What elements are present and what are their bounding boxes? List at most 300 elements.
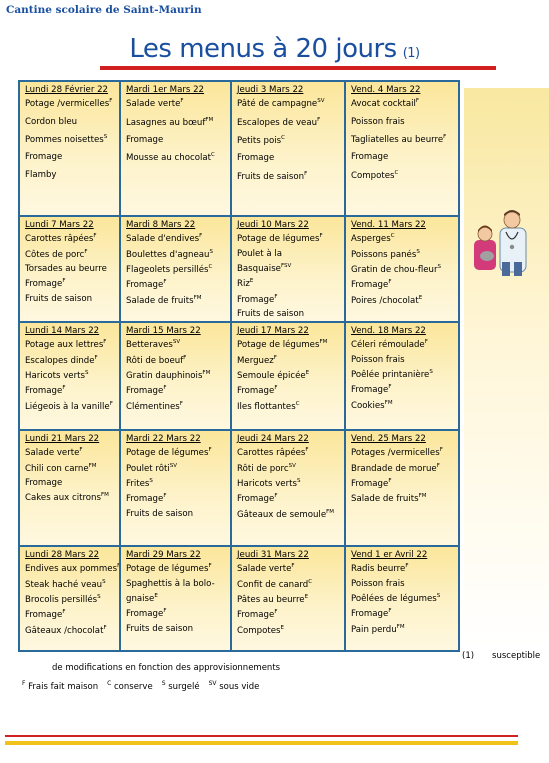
menu-item-code: E [304,594,309,601]
menu-item-code: E [418,294,423,301]
legend-text: Frais fait maison [25,682,99,692]
menu-item-code: S [437,264,442,271]
menu-item [126,579,226,590]
menu-item-code: F [436,462,440,469]
menu-item-code: FM [418,493,427,500]
menu-item-code: E [280,624,284,631]
menu-item-label: Boulettes d'agneau [126,249,210,260]
menu-item [237,509,340,521]
menu-day-cell [121,547,232,650]
menu-day-cell [346,217,458,323]
menu-item [237,385,340,397]
menu-item-label: Fromage [126,609,164,620]
menu-item-label: Potage de légumes [126,448,209,459]
menu-item-label: Fromage [351,152,389,163]
menu-item-label: Fromage [25,386,63,397]
menu-item-label: Brandade de morue [351,463,437,474]
menu-item-code: F [62,385,66,392]
menu-item [25,249,115,261]
menu-item-code: SV [317,98,325,105]
menu-item-label: Fromage [237,386,275,397]
menu-item-label: Fromage [237,294,275,305]
menu-item-label: Salade de fruits [351,494,419,505]
menu-item [126,493,226,505]
menu-item-label: Spaghettis à la bolo- [126,578,215,589]
footnote-marker-line [462,651,540,661]
legend-code: F [22,680,26,687]
menu-item-label: Fromage [237,153,275,164]
menu-item-code: FM [396,623,405,630]
title-note: (1) [402,46,420,61]
menu-item-label: Liégeois à la vanille [25,401,110,412]
menu-item-code: F [274,385,278,392]
menu-item [25,264,115,275]
menu-item [25,278,115,290]
menu-item-label: Salade d'endives [126,234,200,245]
menu-item-code: F [424,339,428,346]
menu-item-label: Potage de légumes [237,340,320,351]
menu-item-code: F [62,278,66,285]
menu-item [237,563,340,575]
menu-item-label: Escalopes de veau [237,117,318,128]
menu-item [351,493,454,505]
menu-item [351,400,454,412]
menu-item [351,579,454,590]
menu-item-label: Endives aux pommes [25,564,118,575]
menu-item-label: Fruits de saison [126,508,194,519]
menu-item-label: Cordon bleu [25,116,78,127]
menu-item-code: FM [205,116,214,123]
menu-item [351,264,454,276]
menu-item-label: Confit de canard [237,579,309,590]
menu-item-label: Potage /vermicelles [25,99,110,110]
menu-item-label: Potage aux lettres [25,340,104,351]
menu-item-label: Potages /vermicelles [351,448,440,459]
legend-entry [162,682,200,692]
menu-item [237,278,340,290]
menu-item-code: C [208,264,213,271]
menu-item-code: S [296,478,301,485]
menu-item [237,609,340,621]
side-band [464,88,549,646]
menu-item-code: S [103,134,108,141]
menu-item-code: F [208,447,212,454]
menu-item-label: Fruits de saison [25,293,93,304]
menu-item [237,233,340,245]
menu-item-label: Poêlées de légumes [351,594,437,605]
menu-item-code: F [93,233,97,240]
menu-day-cell [20,431,121,547]
menu-item [126,563,226,575]
menu-item [126,117,226,129]
menu-item-code: F [305,447,309,454]
menu-item-label: Steak haché veau [25,579,103,590]
menu-item [351,134,454,146]
menu-item-label: Tagliatelles au beurre [351,135,444,146]
menu-item [351,369,454,381]
menu-item-code: F [62,609,66,616]
menu-item [126,233,226,245]
menu-item-code: E [154,593,158,600]
menu-item-label: Fruits de saison [126,623,194,634]
menu-item [237,117,340,129]
menu-item-code: SV [172,339,181,346]
menu-item-label: Fromage [126,135,164,146]
menu-item-code: F [109,98,113,105]
menu-item-label: Rôti de boeuf [126,355,184,366]
menu-item [237,463,340,475]
menu-item [237,370,340,382]
menu-item [25,233,115,245]
menu-item-code: F [103,339,107,346]
menu-item [126,98,226,110]
menu-item-label: Poulet à la [237,248,283,259]
menu-item-label: Rôti de porc [237,463,289,474]
menu-item [351,152,454,163]
menu-item-code: F [179,400,183,407]
menu-item-label: Betteraves [126,340,173,351]
menu-item-code: F [388,384,392,391]
menu-item [25,117,115,128]
menu-item-label: Haricots verts [237,479,297,490]
menu-item [237,153,340,164]
menu-item-code: FM [202,370,211,377]
menu-item [126,249,226,261]
menu-item-label: Fromage [237,610,275,621]
menu-item-label: Carottes râpées [25,234,94,245]
menu-day-date: Vend 1 er Avril 22 [351,550,428,560]
menu-day-cell [346,431,458,547]
menu-item-code: C [308,578,313,585]
menu-item [25,170,115,181]
menu-item [237,263,340,275]
menu-item [351,98,454,110]
menu-item-label: Basquaise [237,264,281,275]
menu-day-date: Lundi 7 Mars 22 [25,220,94,230]
menu-item-label: gnaise [126,594,155,605]
legend-code: SV [208,680,217,687]
menu-item-label: Radis beurre [351,564,406,575]
menu-item-label: Fromage [351,609,389,620]
menu-item [25,478,115,489]
menu-day-date: Mardi 22 Mars 22 [126,434,201,444]
bottom-red-rule [5,735,518,737]
menu-item-label: Pâté de campagne [237,99,318,110]
menu-item [25,594,115,606]
menu-day-cell [121,431,232,547]
menu-item [237,579,340,591]
menu-item-code: F [208,563,212,570]
menu-item [126,264,226,276]
menu-item-label: Fruits de saison [237,171,305,182]
menu-item [351,355,454,366]
menu-item [126,593,226,605]
menu-day-cell [121,323,232,431]
menu-day-cell [346,82,458,217]
menu-item-code: F [183,354,187,361]
menu-item-label: Cakes aux citrons [25,493,101,504]
menu-day-cell [232,547,346,650]
menu-item-code: F [388,279,392,286]
menu-day-date: Jeudi 10 Mars 22 [237,220,309,230]
menu-item-label: Chili con carne [25,463,89,474]
menu-day-cell [121,217,232,323]
menu-item [126,135,226,146]
menu-item-code: F [109,400,113,407]
menu-day-cell [232,323,346,431]
menu-item-code: F [388,478,392,485]
menu-item-code: C [394,169,399,176]
menu-day-date: Mardi 29 Mars 22 [126,550,201,560]
footnote-marker: (1) [462,651,475,661]
menu-day-date: Vend. 4 Mars 22 [351,85,421,95]
menu-item [237,594,340,606]
school-name: Cantine scolaire de Saint-Maurin [6,4,202,16]
menu-item [351,463,454,475]
menu-item [25,609,115,621]
menu-item-code: S [149,478,153,485]
legend-text: surgelé [165,682,200,692]
menu-item-label: Asperges [351,234,391,245]
menu-item [351,478,454,490]
menu-item-label: Carottes râpées [237,448,306,459]
menu-day-date: Mardi 15 Mars 22 [126,326,201,336]
legend [22,680,268,692]
menu-item-label: Frites [126,479,150,490]
menu-day-date: Lundi 28 Février 22 [25,85,109,95]
menu-item-label: Compotes [351,170,395,181]
menu-item [25,492,115,504]
menu-item-label: Fromage [351,479,389,490]
title-underline [100,66,496,70]
menu-item-label: Gratin de chou-fleur [351,265,438,276]
menu-item [237,135,340,147]
menu-item [25,579,115,591]
menu-item-label: Côtes de porc [25,249,85,260]
menu-day-date: Jeudi 17 Mars 22 [237,326,309,336]
menu-item-code: F [415,98,420,105]
page-title [0,34,549,64]
menu-item [237,401,340,413]
menu-item-label: Pommes noisettes [25,135,104,146]
menu-item-label: Poisson frais [351,578,405,589]
menu-item [126,295,226,307]
menu-item [237,625,340,637]
menu-item-label: Fromage [351,385,389,396]
menu-item-code: F [274,493,278,500]
menu-item-label: Salade verte [237,564,292,575]
menu-item-code: S [429,369,433,376]
menu-item-label: Poires /chocolat [351,295,419,306]
menu-item-label: Poisson frais [351,116,405,127]
menu-item-label: Petits pois [237,136,282,147]
legend-code: S [161,680,166,687]
menu-item-code: E [305,370,310,377]
menu-item-code: FM [100,492,109,499]
menu-item-label: Haricots verts [25,371,85,382]
menu-item [351,117,454,128]
menu-item-code: S [97,594,101,601]
menu-item-label: Potage de légumes [237,234,320,245]
menu-item-code: FSV [280,263,292,270]
menu-item-code: F [388,608,392,615]
menu-item-code: F [273,354,277,361]
menu-item-label: Salade de fruits [126,295,194,306]
menu-item-label: Cookies [351,400,385,411]
menu-item [126,509,226,520]
menu-item [351,624,454,636]
menu-item-code: F [405,563,409,570]
menu-item-label: Iles flottantes [237,401,296,412]
menu-item [351,279,454,291]
menu-item-label: Torsades au beurre [25,264,107,275]
menu-item [126,370,226,382]
menu-day-date: Vend. 18 Mars 22 [351,326,426,336]
menu-item-label: Semoule épicée [237,371,306,382]
menu-item-label: Potage de légumes [126,564,209,575]
menu-item-label: Flamby [25,169,57,180]
menu-day-cell [232,431,346,547]
menu-grid [18,80,460,652]
menu-day-cell [20,82,121,217]
menu-item [25,152,115,163]
menu-item-code: FM [193,294,202,301]
menu-item [237,294,340,306]
menu-item [237,171,340,183]
menu-item [25,447,115,459]
menu-item [126,152,226,164]
menu-day-date: Lundi 28 Mars 22 [25,550,100,560]
menu-item-code: F [163,493,167,500]
menu-item-code: C [210,152,215,159]
menu-item-label: Fromage [25,478,63,489]
menu-item-code: F [319,233,323,240]
menu-item-code: C [390,233,395,240]
menu-item [237,98,340,110]
menu-item [351,593,454,605]
menu-item-code: F [199,233,203,240]
menu-day-date: Jeudi 24 Mars 22 [237,434,309,444]
menu-item [126,401,226,413]
menu-item-label: Riz [237,279,250,290]
menu-item-label: Fromage [237,494,275,505]
menu-item [351,249,454,261]
menu-item-label: Pain perdu [351,624,397,635]
menu-item-label: Escalopes dinde [25,355,95,366]
legend-entry [107,682,153,692]
legend-entry [22,682,98,692]
menu-item [126,355,226,367]
menu-item [25,339,115,351]
legend-text: conserve [111,682,153,692]
menu-day-date: Vend. 25 Mars 22 [351,434,426,444]
menu-item-code: C [295,400,300,407]
menu-item-code: S [416,248,420,255]
menu-item-code: E [249,278,254,285]
menu-day-cell [20,547,121,650]
menu-day-cell [232,217,346,323]
menu-item [351,447,454,459]
menu-item-label: Pâtes au beurre [237,595,305,606]
menu-item-code: FM [384,399,393,406]
menu-item-code: F [79,447,83,454]
menu-item [126,463,226,475]
menu-item-label: Poêlée printanière [351,370,430,381]
menu-item-label: Flageolets persillés [126,265,209,276]
menu-day-date: Lundi 21 Mars 22 [25,434,100,444]
menu-day-cell [346,547,458,650]
menu-item-code: F [103,624,107,631]
menu-item [25,625,115,637]
menu-item-label: Poisson frais [351,354,405,365]
menu-item-label: Poissons panés [351,249,417,260]
menu-item-label: Céleri rémoulade [351,340,425,351]
title-text: Les menus à 20 jours [129,34,397,64]
menu-item [25,385,115,397]
menu-item [126,447,226,459]
menu-item [25,98,115,110]
menu-item-code: F [304,170,308,177]
menu-item-label: Gratin dauphinois [126,371,203,382]
menu-item-code: F [163,279,167,286]
doctor-with-child-icon [472,206,534,278]
menu-item [25,294,115,305]
menu-day-date: Jeudi 31 Mars 22 [237,550,309,560]
menu-item [237,493,340,505]
menu-item-label: Fruits de saison [237,309,305,320]
menu-day-cell [346,323,458,431]
menu-item [126,385,226,397]
legend-entry [209,682,260,692]
menu-item [25,355,115,367]
menu-item-label: Salade verte [126,99,181,110]
menu-item [126,478,226,490]
menu-item-label: Gâteaux /chocolat [25,625,104,636]
menu-item-code: F [443,134,447,141]
menu-item-label: Fromage [25,279,63,290]
menu-item-code: F [274,293,278,300]
menu-item-label: Poulet rôti [126,463,170,474]
menu-item-code: FM [319,339,328,346]
menu-item-code: F [163,385,167,392]
bottom-yellow-rule [5,741,518,745]
menu-item-code: F [180,98,184,105]
menu-item-label: Fromage [126,386,164,397]
menu-item-code: F [274,609,278,616]
menu-item [351,563,454,575]
menu-item-code: S [84,370,89,377]
menu-item [237,478,340,490]
menu-item [126,624,226,635]
menu-day-cell [121,82,232,217]
menu-item-label: Fromage [25,152,63,163]
menu-item [126,279,226,291]
menu-item [351,170,454,182]
menu-day-date: Mardi 1er Mars 22 [126,85,205,95]
menu-item [351,233,454,245]
menu-day-cell [20,323,121,431]
menu-item-code: S [209,248,213,255]
menu-item-code: SV [169,462,177,469]
menu-item [351,295,454,307]
menu-item [126,339,226,351]
menu-item [25,463,115,475]
menu-day-date: Mardi 8 Mars 22 [126,220,196,230]
menu-item [25,370,115,382]
menu-item-label: Lasagnes au bœuf [126,117,206,128]
menu-item-code: F [317,116,321,123]
menu-item-code: F [439,447,443,454]
